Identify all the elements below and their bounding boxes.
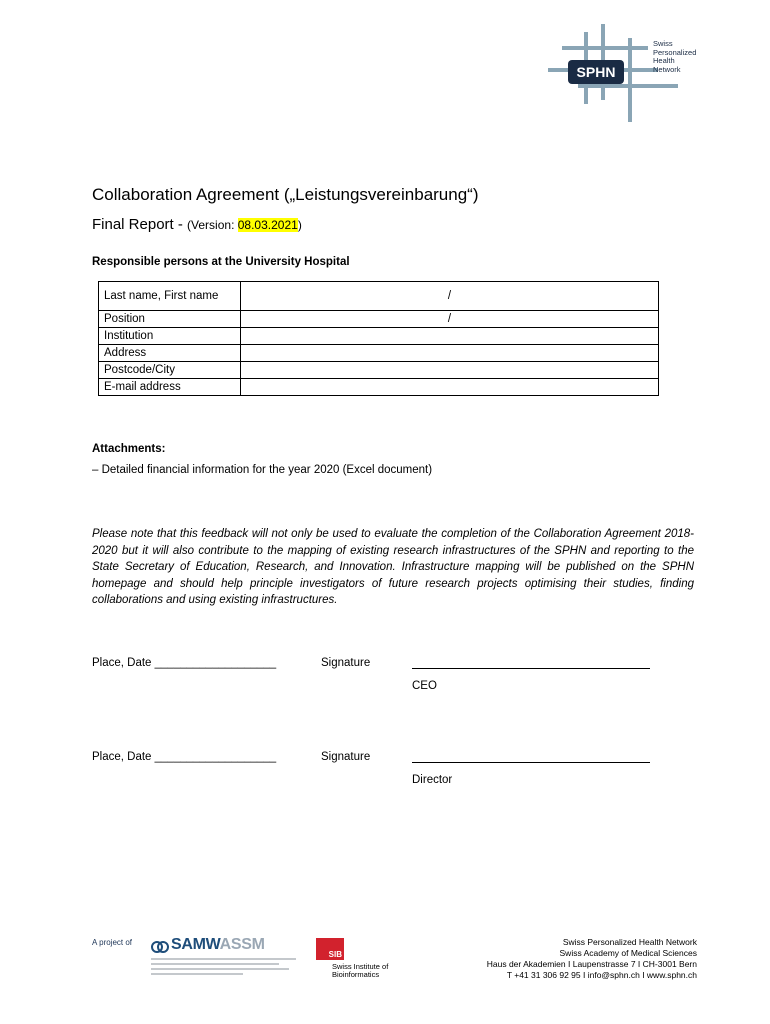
place-date-label: Place, Date ___________________ xyxy=(92,657,277,669)
samw-assm-logo xyxy=(151,936,311,982)
feedback-note: Please note that this feedback will not only be used to evaluate the completion of the Collaboration Agreement 2018-2020 but it will also contribute to the mapping of existing research infrastructures of the SPHN and reporting to the State Secretary of Education, Research, and Innovation. Infrastructure mapping will be published on the SPHN homepage and should help principle investigators of future research projects optimising their studies, finding collaborations and using existing infrastructures. xyxy=(92,528,694,606)
row-label: Position xyxy=(99,311,241,328)
signer-role: CEO xyxy=(412,680,437,692)
logo-text-line: Swiss xyxy=(653,39,673,48)
row-value[interactable] xyxy=(241,362,659,379)
sphn-logo-mark xyxy=(548,24,708,124)
signature-line[interactable] xyxy=(412,762,650,763)
sib-mark: SIB xyxy=(316,938,344,960)
footer-address-line: Haus der Akademien I Laupenstrasse 7 I CH-3001 Bern xyxy=(486,959,697,969)
row-value[interactable] xyxy=(241,379,659,396)
attachment-item: – Detailed financial information for the year 2020 (Excel document) xyxy=(92,464,433,476)
row-label: Address xyxy=(99,345,241,362)
sib-logo xyxy=(316,938,406,982)
logo-text-line: Personalized xyxy=(653,47,697,57)
samw-fine-print xyxy=(151,963,279,965)
footer-address xyxy=(487,937,697,981)
samw-fine-print xyxy=(151,968,289,970)
logo-text xyxy=(653,40,696,74)
signature-label: Signature xyxy=(321,751,371,763)
row-value[interactable]: / xyxy=(241,282,659,311)
sib-name-line: Swiss Institute of xyxy=(332,962,389,971)
row-value[interactable] xyxy=(241,345,659,362)
table-row xyxy=(99,379,659,396)
samw-fine-print xyxy=(151,973,243,975)
signature-line[interactable] xyxy=(412,668,650,669)
responsible-heading: Responsible persons at the University Hospital xyxy=(92,256,350,268)
page-title: Collaboration Agreement („Leistungsvereinbarung“) xyxy=(92,185,479,204)
sib-name-line: Bioinformatics xyxy=(332,970,380,979)
row-label: Postcode/City xyxy=(99,362,241,379)
row-label: E-mail address xyxy=(99,379,241,396)
row-label: Institution xyxy=(99,328,241,345)
table-row xyxy=(99,345,659,362)
persons-table xyxy=(98,281,659,396)
subtitle-prefix: Final Report - xyxy=(92,216,188,233)
footer-address-line[interactable]: T +41 31 306 92 95 I info@sphn.ch I www.sphn.ch xyxy=(506,970,697,980)
page-subtitle xyxy=(92,216,302,233)
place-date-label: Place, Date ___________________ xyxy=(92,751,277,763)
row-value[interactable]: / xyxy=(241,311,659,328)
logo-text-line: Health xyxy=(653,56,675,65)
attachments-heading: Attachments: xyxy=(92,443,166,455)
table-row xyxy=(99,328,659,345)
sib-name xyxy=(332,963,388,979)
signature-label: Signature xyxy=(321,657,371,669)
row-value[interactable] xyxy=(241,328,659,345)
version-close: ) xyxy=(297,218,302,232)
logo-mark-text: SPHN xyxy=(576,64,616,80)
logo-text-line: Network xyxy=(653,64,681,74)
samw-text: SAMW xyxy=(171,936,220,953)
table-row xyxy=(99,282,659,311)
assm-text: ASSM xyxy=(219,936,265,953)
table-row xyxy=(99,362,659,379)
samw-emblem-icon xyxy=(151,939,169,955)
row-label: Last name, First name xyxy=(99,282,241,311)
samw-fine-print xyxy=(151,958,296,960)
table-row xyxy=(99,311,659,328)
sphn-logo xyxy=(548,24,708,124)
footer-address-line: Swiss Academy of Medical Sciences xyxy=(559,948,697,958)
footer-address-line: Swiss Personalized Health Network xyxy=(562,937,697,947)
version-date: 08.03.2021 xyxy=(237,218,298,232)
version-open: (Version: xyxy=(187,218,238,232)
samw-assm-wordmark xyxy=(171,936,265,954)
a-project-of-label: A project of xyxy=(92,938,133,947)
signer-role: Director xyxy=(412,774,453,786)
